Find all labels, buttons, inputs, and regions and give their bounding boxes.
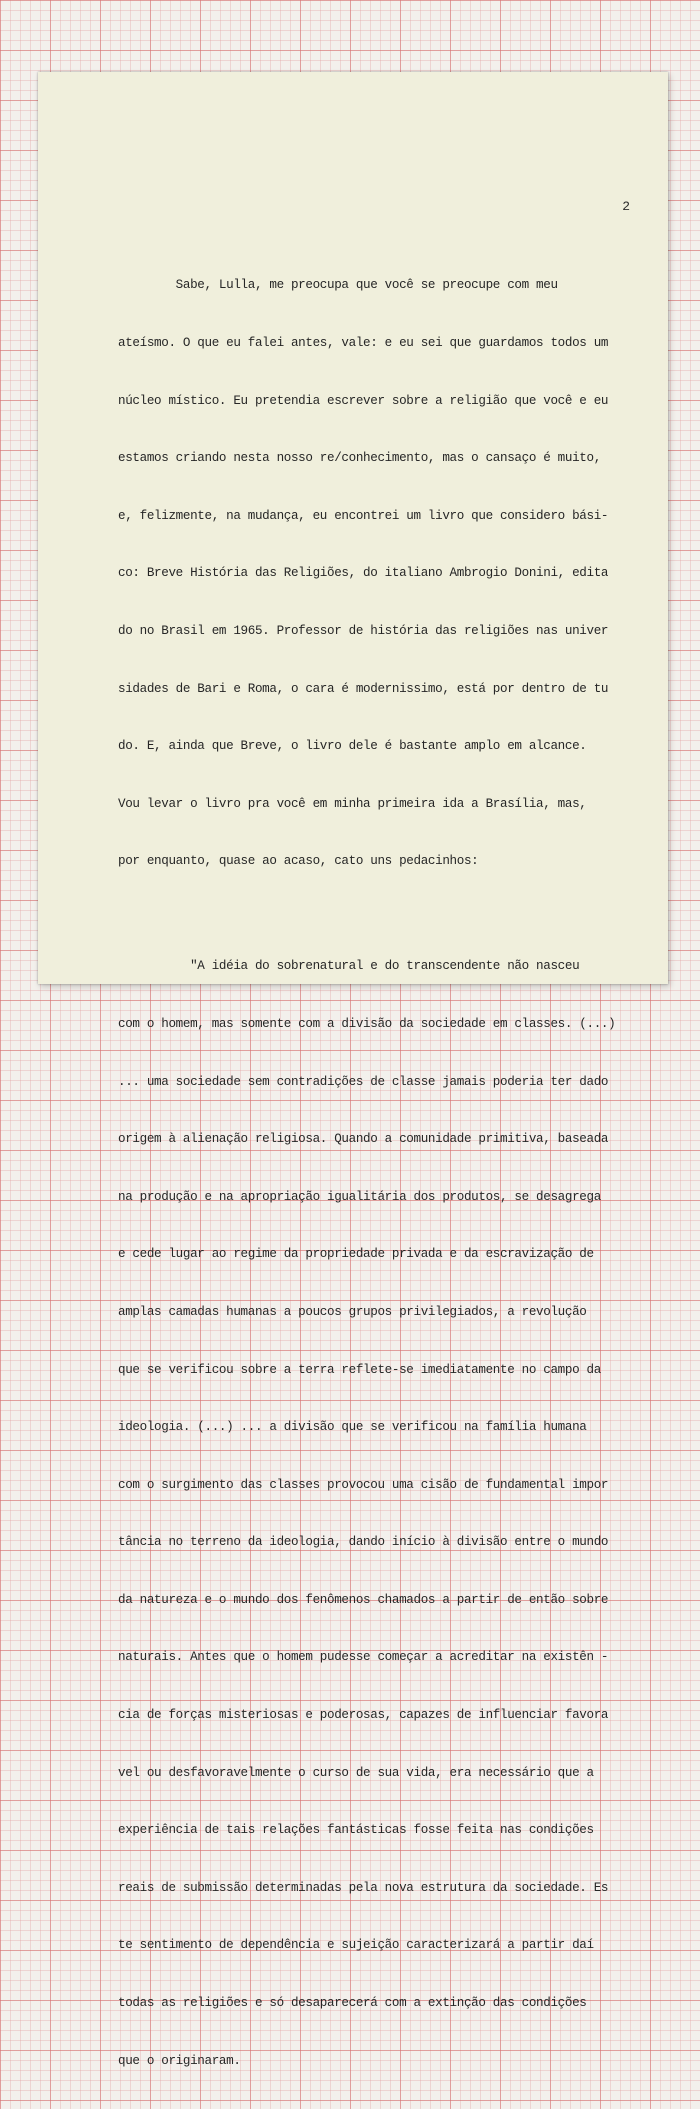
text-line: do no Brasil em 1965. Professor de história das religiões nas univer (118, 623, 609, 638)
quote-line: "A idéia do sobrenatural e do transcendente não nasceu (118, 959, 580, 974)
quote-line: com o homem, mas somente com a divisão da sociedade em classes. (...) (118, 1016, 616, 1031)
text-line: Vou levar o livro pra você em minha primeira ida a Brasília, mas, (118, 796, 587, 811)
letter-body (118, 238, 643, 2109)
text-line: por enquanto, quase ao acaso, cato uns pedacinhos: (118, 854, 479, 869)
paragraph-gap (118, 910, 643, 919)
text-line: e, felizmente, na mudança, eu encontrei um livro que considero bási- (118, 508, 609, 523)
quote-line: ... uma sociedade sem contradições de classe jamais poderia ter dado (118, 1074, 609, 1089)
typewritten-page (38, 72, 668, 2068)
quote-line: na produção e na apropriação igualitária dos produtos, se desagrega (118, 1189, 601, 1204)
quote-line: experiência de tais relações fantásticas fosse feita nas condições (118, 1823, 594, 1838)
quote-line: naturais. Antes que o homem pudesse começar a acreditar na existên - (118, 1650, 609, 1665)
quote-line: reais de submissão determinadas pela nova estrutura da sociedade. Es (118, 1880, 609, 1895)
quote-line: cia de forças misteriosas e poderosas, capazes de influenciar favora (118, 1708, 609, 1723)
quote-line: que o originaram. (118, 2053, 241, 2068)
quote-line: origem à alienação religiosa. Quando a comunidade primitiva, baseada (118, 1132, 609, 1147)
quote-line: da natureza e o mundo dos fenômenos chamados a partir de então sobre (118, 1592, 609, 1607)
text-line: Sabe, Lulla, me preocupa que você se preocupe com meu (118, 278, 558, 293)
quote-line: vel ou desfavoravelmente o curso de sua vida, era necessário que a (118, 1765, 594, 1780)
text-line: sidades de Bari e Roma, o cara é modernissimo, está por dentro de tu (118, 681, 609, 696)
quote-line: amplas camadas humanas a poucos grupos privilegiados, a revolução (118, 1304, 587, 1319)
quote-line: que se verificou sobre a terra reflete-se imediatamente no campo da (118, 1362, 601, 1377)
text-line: co: Breve História das Religiões, do italiano Ambrogio Donini, edita (118, 566, 609, 581)
quote-line: todas as religiões e só desaparecerá com a extinção das condições (118, 1996, 587, 2011)
quote-line: e cede lugar ao regime da propriedade privada e da escravização de (118, 1247, 594, 1262)
page-number: 2 (622, 199, 630, 214)
text-line: estamos criando nesta nosso re/conhecimento, mas o cansaço é muito, (118, 451, 601, 466)
text-line: núcleo místico. Eu pretendia escrever sobre a religião que você e eu (118, 393, 609, 408)
quote-line: com o surgimento das classes provocou uma cisão de fundamental impor (118, 1477, 609, 1492)
quote-line: tância no terreno da ideologia, dando início à divisão entre o mundo (118, 1535, 609, 1550)
quote-line: te sentimento de dependência e sujeição caracterizará a partir daí (118, 1938, 594, 1953)
text-line: ateísmo. O que eu falei antes, vale: e eu sei que guardamos todos um (118, 336, 609, 350)
text-line: do. E, ainda que Breve, o livro dele é bastante amplo em alcance. (118, 739, 587, 754)
quote-line: ideologia. (...) ... a divisão que se verificou na família humana (118, 1420, 587, 1435)
